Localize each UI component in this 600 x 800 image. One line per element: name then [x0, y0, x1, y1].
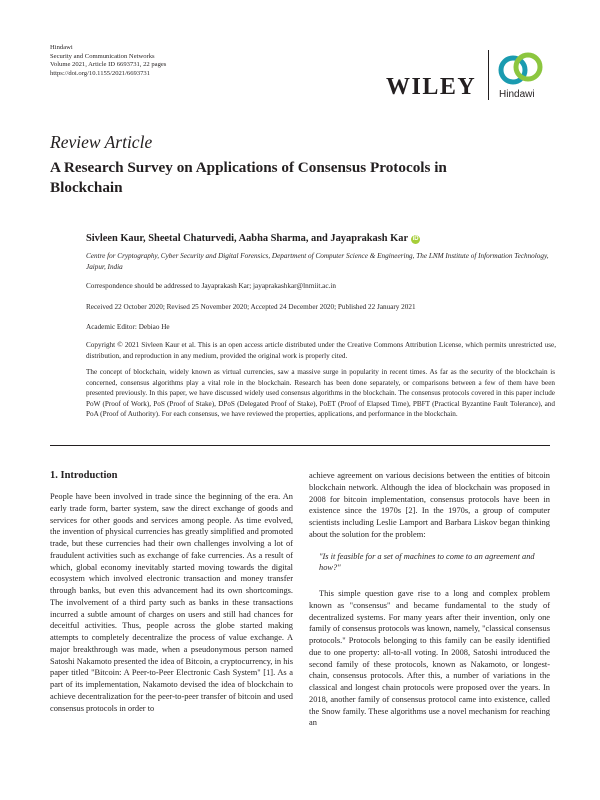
affiliation: Centre for Cryptography, Cyber Security and Digital Forensics, Department of Computer Science & Engineering, The LNM Institute of Information Technology, Jaipur, India	[86, 252, 549, 271]
article-dates: Received 22 October 2020; Revised 25 November 2020; Accepted 24 December 2020; Published 22 January 2021	[86, 303, 416, 311]
hindawi-logo-icon	[496, 50, 548, 88]
journal-name: Security and Communication Networks	[50, 52, 155, 60]
authors-text: Sivleen Kaur, Sheetal Chaturvedi, Aabha Sharma, and Jayaprakash Kar	[86, 233, 409, 244]
intro-paragraph-continued: achieve agreement on various decisions between the entities of bitcoin blockchain network. Although the idea of blockchain was proposed in 2008 for bitcoin implementation, consensus protocols have been in existence since the 1970s [2]. In the 1970s, a group of computer scientists including Leslie Lamport and Barbara Liskov began thinking about the solution for the problem:	[309, 471, 550, 539]
section-heading-introduction: 1. Introduction	[50, 470, 118, 481]
column-left	[50, 491, 293, 714]
orcid-icon[interactable]: iD	[412, 236, 419, 242]
abstract: The concept of blockchain, widely known as virtual currencies, saw a massive surge in popularity in recent times. As far as the security of the blockchain is concerned, consensus algorithms play a vital role in the blockchain. Research has been done separately, or comparisons between a few of them have been presented previously. In this paper, we have discussed widely used consensus algorithms in the blockchain. The consensus protocols covered in this paper include PoW (Proof of Work), PoS (Proof of Stake), DPoS (Delegated Proof of Stake), PoET (Proof of Elapsed Time), PBFT (Practical Byzantine Fault Tolerance), and PoA (Proof of Authority). For each consensus, we have reviewed the properties, applications, and performance in the blockchain.	[86, 368, 555, 418]
hindawi-wordmark: Hindawi	[499, 89, 535, 100]
article-type: Review Article	[50, 132, 153, 152]
journal-header	[50, 44, 166, 78]
abstract-divider	[50, 445, 550, 446]
publisher-line: Hindawi	[50, 44, 73, 51]
correspondence: Correspondence should be addressed to Jayaprakash Kar; jayaprakashkar@lnmiit.ac.in	[86, 282, 336, 290]
wiley-logo: WILEY	[386, 74, 477, 100]
intro-paragraph-2: This simple question gave rise to a long and complex problem known as "consensus" and became fundamental to the study of decentralized systems. For many years after their invention, only one family of consensus protocols was known, namely, "classical consensus protocols." Protocols belonging to this family can be easily identified due to one property: all-to-all voting. In 2008, Satoshi introduced the second family of these protocols, known as Nakamoto, or longest-chain, consensus protocols. After this, a number of variations in the classical and longest chain protocols were proposed over the years. In 2018, another family of consensus protocol came into existence, called the Snow family. These algorithms use a novel mechanism for reaching an	[309, 589, 550, 728]
intro-quote: "Is it feasible for a set of machines to come to an agreement and how?"	[319, 551, 535, 573]
logo-divider	[488, 50, 489, 100]
academic-editor: Academic Editor: Debiao He	[86, 323, 170, 331]
hindawi-ring-right	[516, 55, 540, 79]
journal-doi[interactable]: https://doi.org/10.1155/2021/6693731	[50, 69, 151, 77]
column-right	[309, 470, 550, 729]
journal-volume: Volume 2021, Article ID 6693731, 22 pages	[50, 61, 167, 69]
article-title: A Research Survey on Applications of Consensus Protocols in Blockchain	[50, 159, 447, 196]
author-list	[86, 233, 420, 244]
intro-paragraph-1: People have been involved in trade since the beginning of the era. An early trade form, barter system, saw the direct exchange of goods and services for other goods and services among people. As time evolved, the invention of physical currencies has greatly simplified and promoted trade, but these currencies had their own challenges involving a lot of fraudulent activities such as exchange of fake currencies. As a result of which, global economy inevitably started moving towards the digital ecosystem which involved electronic transaction and money transfer through banks, but even this advancement had its own shortcomings. The involvement of a third party such as banks in these transactions incurred a subtle amount of charges on users and still had chances for deceitful activities. Thus, people across the globe started making attempts to completely decentralize the process of value exchange. A major breakthrough was made, when a pseudonymous person named Satoshi Nakamoto presented the idea of Bitcoin, a cryptocurrency, in his paper titled "Bitcoin: A Peer-to-Peer Electronic Cash System" [1]. As a part of its implementation, Nakamoto devised the idea of blockchain to achieve decentralization for the peer-to-peer transfer of bitcoin and used consensus protocols in order to	[50, 492, 293, 713]
copyright-notice: Copyright © 2021 Sivleen Kaur et al. This is an open access article distributed under the Creative Commons Attribution License, which permits unrestricted use, distribution, and reproduction in any medium, provided the original work is properly cited.	[86, 341, 556, 360]
